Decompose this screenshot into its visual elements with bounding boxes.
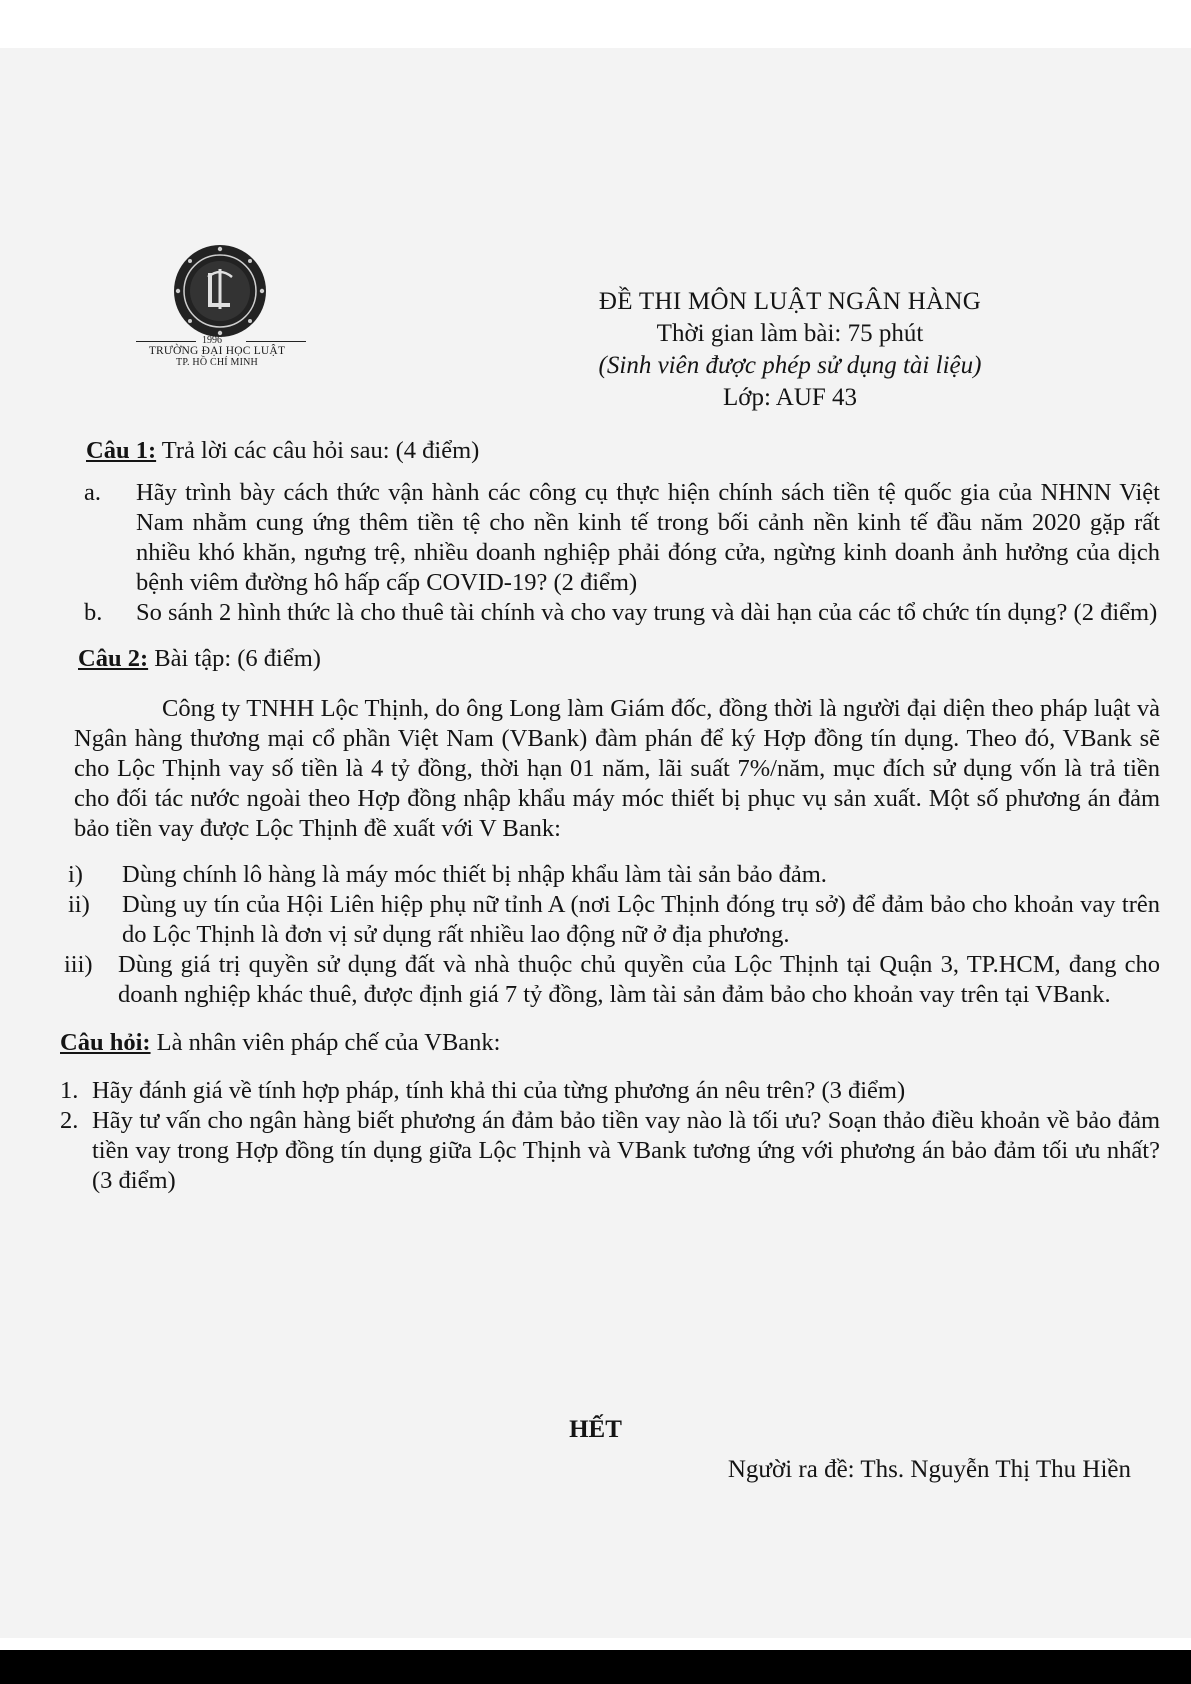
q2-option-i-text: Dùng chính lô hàng là máy móc thiết bị nhập khẩu làm tài sản bảo đảm.	[122, 861, 827, 888]
q1-heading	[60, 436, 1160, 466]
exam-content	[60, 436, 1160, 1196]
q2-option-iii-text: Dùng giá trị quyền sử dụng đất và nhà thuộc chủ quyền của Lộc Thịnh tại Quận 3, TP.HCM, đang cho doanh nghiệp khác thuê, được định giá 7 tỷ đồng, làm tài sản đảm bảo cho khoản vay trên tại VBank.	[118, 951, 1160, 1008]
q2-option-iii-mark: iii)	[64, 951, 93, 978]
question-1-mark: 1.	[60, 1077, 79, 1104]
school-founding-year: 1996	[122, 335, 306, 347]
q1-item-b	[60, 598, 1160, 628]
q1-text: Trả lời các câu hỏi sau: (4 điểm)	[156, 437, 480, 464]
q1-label: Câu 1:	[86, 437, 157, 464]
school-name-line: TRƯỜNG ĐẠI HỌC LUẬT	[148, 345, 286, 357]
q2-option-iii	[60, 950, 1160, 1010]
q2-text: Bài tập: (6 điểm)	[148, 645, 321, 672]
question-1	[60, 1076, 1160, 1106]
question-1-text: Hãy đánh giá về tính hợp pháp, tính khả thi của từng phương án nêu trên? (3 điểm)	[92, 1077, 906, 1104]
question-2-text: Hãy tư vấn cho ngân hàng biết phương án đảm bảo tiền vay nào là tối ưu? Soạn thảo điều khoản về bảo đảm tiền vay trong Hợp đồng tín dụng giữa Lộc Thịnh và VBank tương ứng với phương án bảo đảm tối ưu nhất? (3 điểm)	[92, 1107, 1160, 1194]
q2-option-i-mark: i)	[68, 861, 83, 888]
questions-text: Là nhân viên pháp chế của VBank:	[150, 1029, 501, 1056]
q2-option-ii	[60, 890, 1160, 950]
q2-paragraph: Công ty TNHH Lộc Thịnh, do ông Long làm Giám đốc, đồng thời là người đại diện theo pháp luật và Ngân hàng thương mại cổ phần Việt Nam (VBank) đàm phán để ký Hợp đồng tín dụng. Theo đó, VBank sẽ cho Lộc Thịnh vay số tiền là 4 tỷ đồng, thời hạn 01 năm, lãi suất 7%/năm, mục đích sử dụng vốn là trả tiền cho đối tác nước ngoài theo Hợp đồng nhập khẩu máy móc thiết bị phục vụ sản xuất. Một số phương án đảm bảo tiền vay được Lộc Thịnh đề xuất với V Bank:	[74, 695, 1160, 842]
university-seal-logo	[172, 243, 268, 339]
q1-item-a-text: Hãy trình bày cách thức vận hành các công cụ thực hiện chính sách tiền tệ quốc gia của NHNN Việt Nam nhằm cung ứng thêm tiền tệ cho nền kinh tế trong bối cảnh nền kinh tế đầu năm 2020 gặp rất nhiều khó khăn, ngưng trệ, nhiều doanh nghiệp phải đóng cửa, ngừng kinh doanh ảnh hưởng của dịch bệnh viêm đường hô hấp cấp COVID-19? (2 điểm)	[136, 479, 1160, 596]
q2-option-i	[60, 860, 1160, 890]
exam-title: ĐỀ THI MÔN LUẬT NGÂN HÀNG	[598, 288, 982, 315]
q1-item-a-mark: a.	[84, 479, 101, 506]
q1-item-a	[60, 478, 1160, 598]
q1-item-b-text: So sánh 2 hình thức là cho thuê tài chính và cho vay trung và dài hạn của các tổ chức tín dụng? (2 điểm)	[136, 599, 1158, 626]
exam-note: (Sinh viên được phép sử dụng tài liệu)	[598, 352, 982, 379]
exam-header	[560, 286, 1020, 414]
school-city-line: TP. HỒ CHÍ MINH	[176, 357, 258, 368]
bottom-black-bar	[0, 1650, 1191, 1684]
question-2	[60, 1106, 1160, 1196]
question-2-mark: 2.	[60, 1107, 79, 1134]
q2-label: Câu 2:	[78, 645, 149, 672]
q2-heading	[60, 644, 1160, 674]
q2-option-ii-text: Dùng uy tín của Hội Liên hiệp phụ nữ tỉnh A (nơi Lộc Thịnh đóng trụ sở) để đảm bảo cho khoản vay trên do Lộc Thịnh là đơn vị sử dụng rất nhiều lao động nữ ở địa phương.	[122, 891, 1160, 948]
exam-time: Thời gian làm bài: 75 phút	[656, 320, 924, 347]
q1-item-b-mark: b.	[84, 599, 103, 626]
questions-label: Câu hỏi:	[60, 1029, 151, 1056]
questions-heading	[60, 1028, 1160, 1058]
exam-author: Người ra đề: Ths. Nguyễn Thị Thu Hiền	[727, 1456, 1131, 1483]
exam-class: Lớp: AUF 43	[722, 384, 858, 411]
school-name	[132, 345, 302, 369]
q2-option-ii-mark: ii)	[68, 891, 90, 918]
end-marker: HẾT	[569, 1416, 622, 1443]
